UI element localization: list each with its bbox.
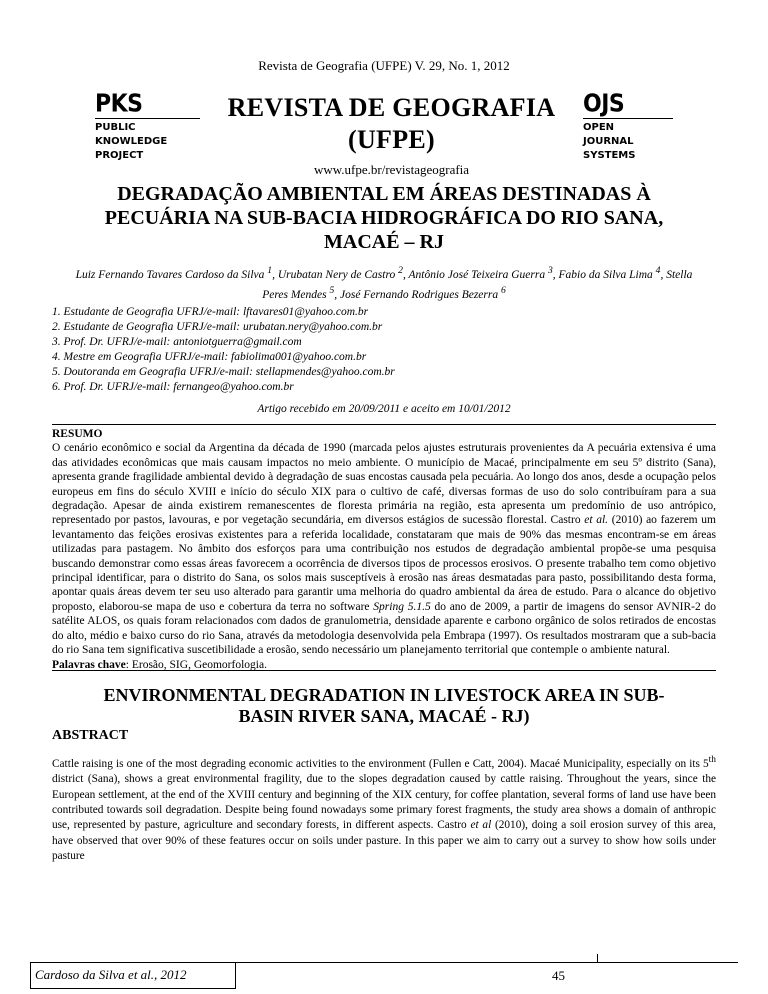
ojs-logo-line: JOURNAL	[583, 136, 634, 147]
ojs-logo	[583, 89, 673, 163]
affiliation-item: 5. Doutoranda em Geografia UFRJ/e-mail: stellapmendes@yahoo.com.br	[52, 366, 395, 378]
affiliation-item: 1. Estudante de Geografia UFRJ/e-mail: lftavares01@yahoo.com.br	[52, 306, 369, 318]
page-footer	[30, 962, 738, 994]
author-sup: 5	[329, 284, 335, 296]
pkp-logo-line: PUBLIC	[95, 122, 136, 133]
author-name: Stella Peres Mendes	[262, 268, 693, 301]
affiliation-list	[52, 305, 712, 395]
pkp-logo-mark: PKS	[95, 89, 143, 119]
abstract-text: (2010), doing a soil erosion survey of this area, have observed that over 90% of these features occur on soils under pasture. In this paper we aim to carry out a survey to show how soils under pasture	[52, 819, 717, 863]
author-sup: 3	[547, 265, 553, 276]
resumo-body	[52, 441, 716, 657]
abstract-text: Cattle raising is one of the most degrading economic activities to the environment (Fullen e Catt, 2004). Macaé Municipality, especially on its 5	[52, 757, 709, 770]
ojs-logo-line: SYSTEMS	[583, 150, 636, 161]
running-head: Revista de Geografia (UFPE) V. 29, No. 1, 2012	[258, 58, 510, 73]
resumo-text: O cenário econômico e social da Argentina da década de 1990 (marcada pelos ajustes estruturais provenientes da A pecuária extensiva é uma das atividades econômicas que mais causam impactos no meio ambiente. O município de Macaé, principalmente em seu 5º distrito (Sana), apresenta grande fragilidade ambiental devido à degradação de suas encostas causada pela pecuária. Ao longo dos anos, desde a ocupação pelos europeus em fins do século XVIII e início do século XIX para o cultivo de café, diversas formas de uso do solo contribuíram para a sua degradação. Apesar de ainda existirem remanescentes de floresta primária na região, esta apresenta um predomínio de uso antrópico, representado por pastos, lavouras, e por vegetação secundária, em diversos estágios de sucessão florestal. Castro	[52, 442, 716, 527]
footer-tick	[597, 954, 598, 962]
affiliation-item: 6. Prof. Dr. UFRJ/e-mail: fernangeo@yahoo.com.br	[52, 381, 294, 393]
author-name: Luiz Fernando Tavares Cardoso da Silva	[75, 268, 265, 281]
author-sup: 2	[398, 265, 403, 276]
resumo-text: do ano de 2009, a partir de imagens do sensor AVNIR-2 do satélite ALOS, os quais foram relacionados com dados de granulometria, densidade aparente e carbono orgânico de solos retirados de encostas do alto, médio e baixo curso do rio Sana, através da metodologia desenvolvida pela Embrapa (1997). Os resultados mostraram que a sub-bacia do rio Sana tem significativa suscetibilidade a erosão, sendo necessário um planejamento territorial que contemple o ambiente natural.	[52, 600, 716, 657]
page-number: 45	[552, 968, 565, 983]
journal-title-sub: (UFPE)	[348, 125, 435, 154]
pkp-logo-line: PROJECT	[95, 150, 144, 161]
affiliation-item: 3. Prof. Dr. UFRJ/e-mail: antoniotguerra@gmail.com	[52, 336, 302, 348]
author-name: Antônio José Teixeira Guerra	[408, 268, 546, 281]
received-date: Artigo recebido em 20/09/2011 e aceito em 10/01/2012	[257, 403, 511, 415]
author-sup: 1	[267, 265, 273, 276]
ojs-logo-mark: OJS	[583, 89, 625, 119]
abstract-text: district (Sana), shows a great environmental fragility, due to the slopes degradation caused by cattle raising. Throughout the years, since the European settlement, at the end of the XVIII century and beginning of the XIX century, for coffee plantation, several forms of land use have been contributed towards soil degradation. Despite being found nowadays some primary forest fragments, the study area shows a domain of anthropic use, represented by pasture, agriculture and secondary forests, in different aspects. Castro	[52, 773, 716, 832]
resumo-section	[52, 427, 716, 672]
author-sup: 4	[655, 265, 661, 276]
keywords-values: : Erosão, SIG, Geomorfologia.	[125, 658, 267, 671]
abstract-top-rule	[52, 424, 716, 425]
affiliation-item: 4. Mestre em Geografia UFRJ/e-mail: fabiolima001@yahoo.com.br	[52, 351, 367, 363]
author-list: Luiz Fernando Tavares Cardoso da Silva $^1$, Urubatan Nery de Castro $^2$, Antônio José Teixeira Guerra $^3$, Fabio da Silva Lima $^4$, Stella Peres Mendes $^5$, José Fernando Rodrigues Bezerra $^6$	[75, 265, 693, 301]
abstract-body	[52, 753, 716, 865]
journal-url[interactable]: www.ufpe.br/revistageografia	[313, 162, 470, 177]
author-name: José Fernando Rodrigues Bezerra	[340, 288, 499, 301]
author-name: Urubatan Nery de Castro	[277, 268, 396, 281]
resumo-heading: RESUMO	[52, 428, 103, 440]
pkp-logo-line: KNOWLEDGE	[95, 136, 168, 147]
affiliation-item: 2. Estudante de Geografia UFRJ/e-mail: urubatan.nery@yahoo.com.br	[52, 321, 383, 333]
ojs-logo-text	[583, 121, 673, 163]
abstract-sup: th	[708, 755, 716, 765]
english-title: ENVIRONMENTAL DEGRADATION IN LIVESTOCK AREA IN SUB-BASIN RIVER SANA, MACAÉ - RJ)	[103, 685, 665, 726]
abstract-et-al: et al	[470, 819, 492, 832]
resumo-et-al: et al.	[584, 514, 609, 527]
abstract-heading: ABSTRACT	[52, 728, 129, 743]
abstract-bottom-rule	[52, 670, 716, 671]
journal-title-block	[210, 92, 573, 178]
author-name: Fabio da Silva Lima	[558, 268, 653, 281]
article-title: DEGRADAÇÃO AMBIENTAL EM ÁREAS DESTINADAS À PECUÁRIA NA SUB-BACIA HIDROGRÁFICA DO RIO SANA, MACAÉ – RJ	[104, 183, 664, 253]
author-sup: 6	[501, 284, 506, 296]
ojs-logo-line: OPEN	[583, 122, 615, 133]
keywords-label: Palavras chave	[52, 658, 126, 671]
pkp-logo	[95, 89, 200, 163]
resumo-software: Spring 5.1.5	[373, 600, 431, 613]
journal-title: REVISTA DE GEOGRAFIA	[227, 93, 556, 122]
masthead	[95, 89, 673, 177]
resumo-text: (2010) ao fazerem um levantamento das feições erosivas existentes para a referida localidade, constataram que mais de 90% das mesmas encontram-se em áreas utilizadas para pastagem. No âmbito dos esforços para uma contribuição nos estudos de degradação ambiental propõe-se uma pesquisa buscando demonstrar como essas áreas favorecem a ocorrência de diversos tipos de processos erosivos. O presente trabalho tem como objetivo principal identificar, para o distrito do Sana, os solos mais susceptíveis à erosão nas áreas desmatadas para pasto, possibilitando desta forma, apontar quais áreas devem ter seu uso alterado para garantir uma melhoria do quadro ambiental da área de estudo. Para o alcance do objetivo proposto, elaborou-se mapa de uso e cobertura da terra no software	[52, 514, 717, 613]
pkp-logo-text	[95, 121, 200, 163]
footer-citation: Cardoso da Silva et al., 2012	[30, 962, 236, 989]
